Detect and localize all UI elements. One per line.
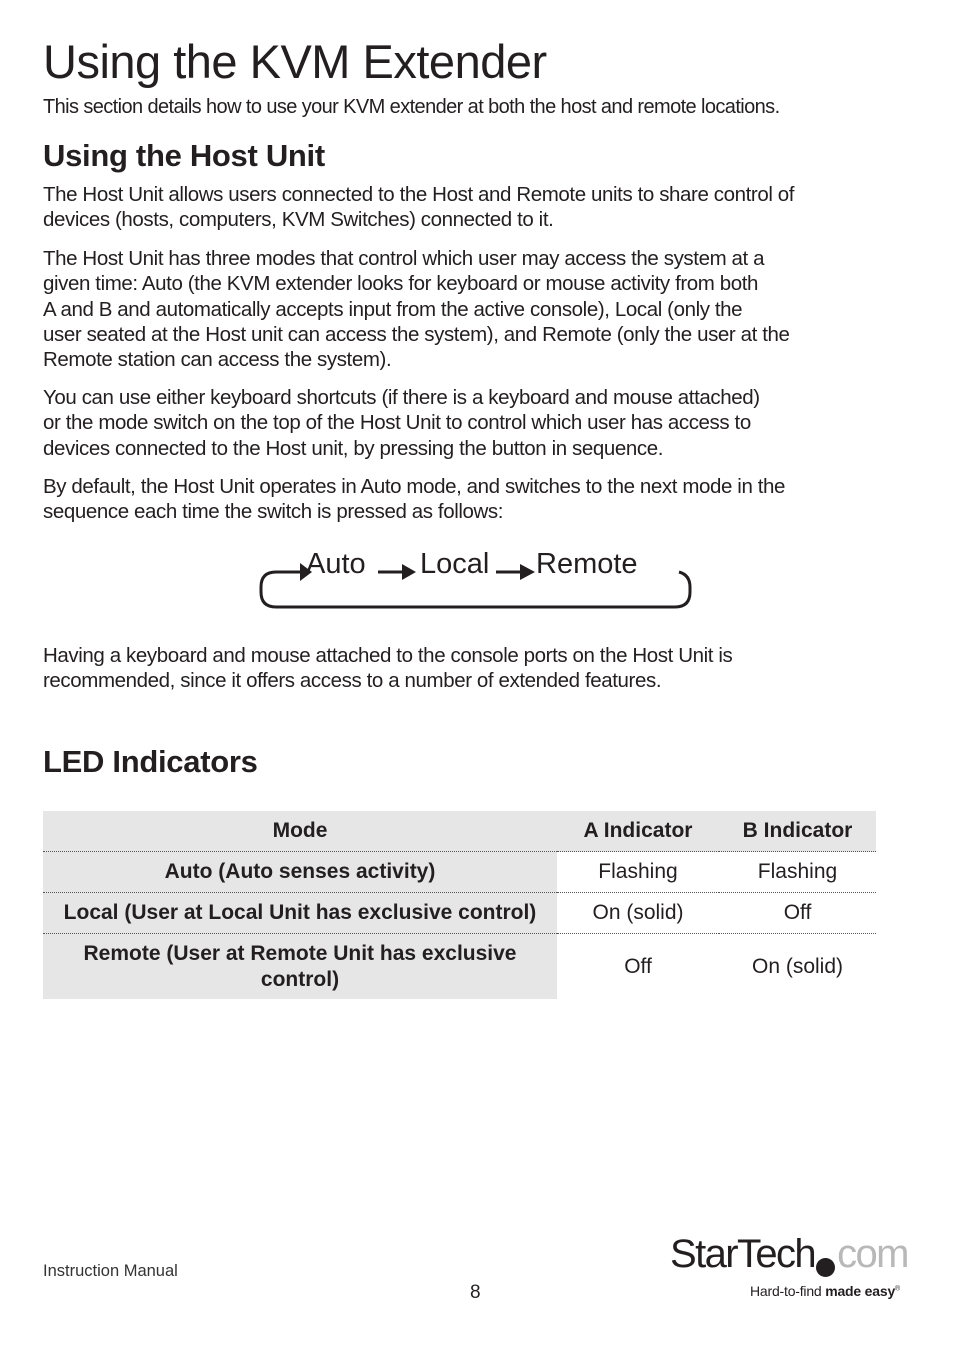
logo-wordmark-primary: StarTech	[670, 1232, 816, 1276]
registered-mark: ®	[895, 1285, 900, 1293]
table-header-row	[43, 811, 876, 852]
mode-remote-label: Remote	[536, 548, 638, 580]
startech-logo	[670, 1232, 920, 1302]
text-line: The Host Unit allows users connected to the Host and Remote units to share control of	[43, 183, 795, 206]
text-line: The Host Unit has three modes that control which user may access the system at a	[43, 247, 765, 270]
footer-document-label: Instruction Manual	[43, 1262, 178, 1280]
b-indicator-cell: Flashing	[719, 852, 876, 893]
arrowhead-remote	[520, 564, 535, 580]
section-heading-led-indicators: LED Indicators	[43, 744, 258, 779]
mode-cell: Auto (Auto senses activity)	[43, 852, 557, 893]
a-indicator-cell: On (solid)	[557, 893, 719, 934]
text-line: A and B and automatically accepts input from the active console), Local (only the	[43, 297, 743, 321]
column-header-b-indicator: B Indicator	[719, 811, 876, 852]
a-indicator-cell: Off	[624, 954, 652, 978]
paragraph-host-unit-2	[43, 246, 913, 372]
text-line: Having a keyboard and mouse attached to the console ports on the Host Unit is	[43, 644, 733, 667]
mode-auto-label: Auto	[306, 548, 366, 580]
tagline-regular: Hard-to-find	[750, 1283, 826, 1299]
text-line: devices connected to the Host unit, by pressing the button in sequence.	[43, 436, 664, 460]
logo-wordmark	[670, 1232, 908, 1277]
tagline-bold: made easy	[825, 1283, 896, 1299]
column-header-mode: Mode	[43, 811, 557, 852]
page-number: 8	[470, 1282, 481, 1303]
text-line: Remote station can access the system).	[43, 348, 392, 372]
paragraph-host-unit-1	[43, 182, 913, 233]
b-indicator-cell: Off	[719, 893, 876, 934]
text-line: or the mode switch on the top of the Host Unit to control which user has access to	[43, 411, 751, 435]
mode-cycle-diagram	[258, 548, 698, 612]
table-row	[43, 934, 876, 1000]
text-line: given time: Auto (the KVM extender looks for keyboard or mouse activity from both	[43, 272, 759, 296]
paragraph-host-unit-5	[43, 643, 913, 694]
text-line: recommended, since it offers access to a number of extended features.	[43, 669, 662, 693]
b-indicator-cell: On (solid)	[751, 954, 844, 978]
logo-tagline	[750, 1283, 900, 1299]
text-line: devices (hosts, computers, KVM Switches) connected to it.	[43, 208, 554, 232]
text-line: sequence each time the switch is pressed as follows:	[43, 500, 504, 524]
mode-cell: Remote (User at Remote Unit has exclusive control)	[43, 934, 557, 1000]
paragraph-host-unit-3	[43, 385, 913, 461]
page-title: Using the KVM Extender	[43, 35, 547, 88]
mode-local-label: Local	[420, 548, 490, 580]
text-line: By default, the Host Unit operates in Auto mode, and switches to the next mode in the	[43, 475, 786, 498]
table-row	[43, 893, 876, 934]
table-row	[43, 852, 876, 893]
logo-dot-icon	[816, 1258, 835, 1277]
text-line: You can use either keyboard shortcuts (if there is a keyboard and mouse attached)	[43, 386, 760, 409]
text-line: user seated at the Host unit can access the system), and Remote (only the user at the	[43, 322, 790, 346]
a-indicator-cell: Flashing	[557, 852, 719, 893]
mode-cell: Local (User at Local Unit has exclusive control)	[43, 893, 557, 934]
arrowhead-local	[402, 564, 416, 580]
intro-text: This section details how to use your KVM extender at both the host and remote locations.	[43, 96, 780, 118]
paragraph-host-unit-4	[43, 474, 913, 525]
logo-wordmark-suffix: com	[837, 1232, 908, 1276]
section-heading-host-unit: Using the Host Unit	[43, 138, 325, 173]
led-indicator-table	[43, 811, 876, 999]
column-header-a-indicator: A Indicator	[557, 811, 719, 852]
